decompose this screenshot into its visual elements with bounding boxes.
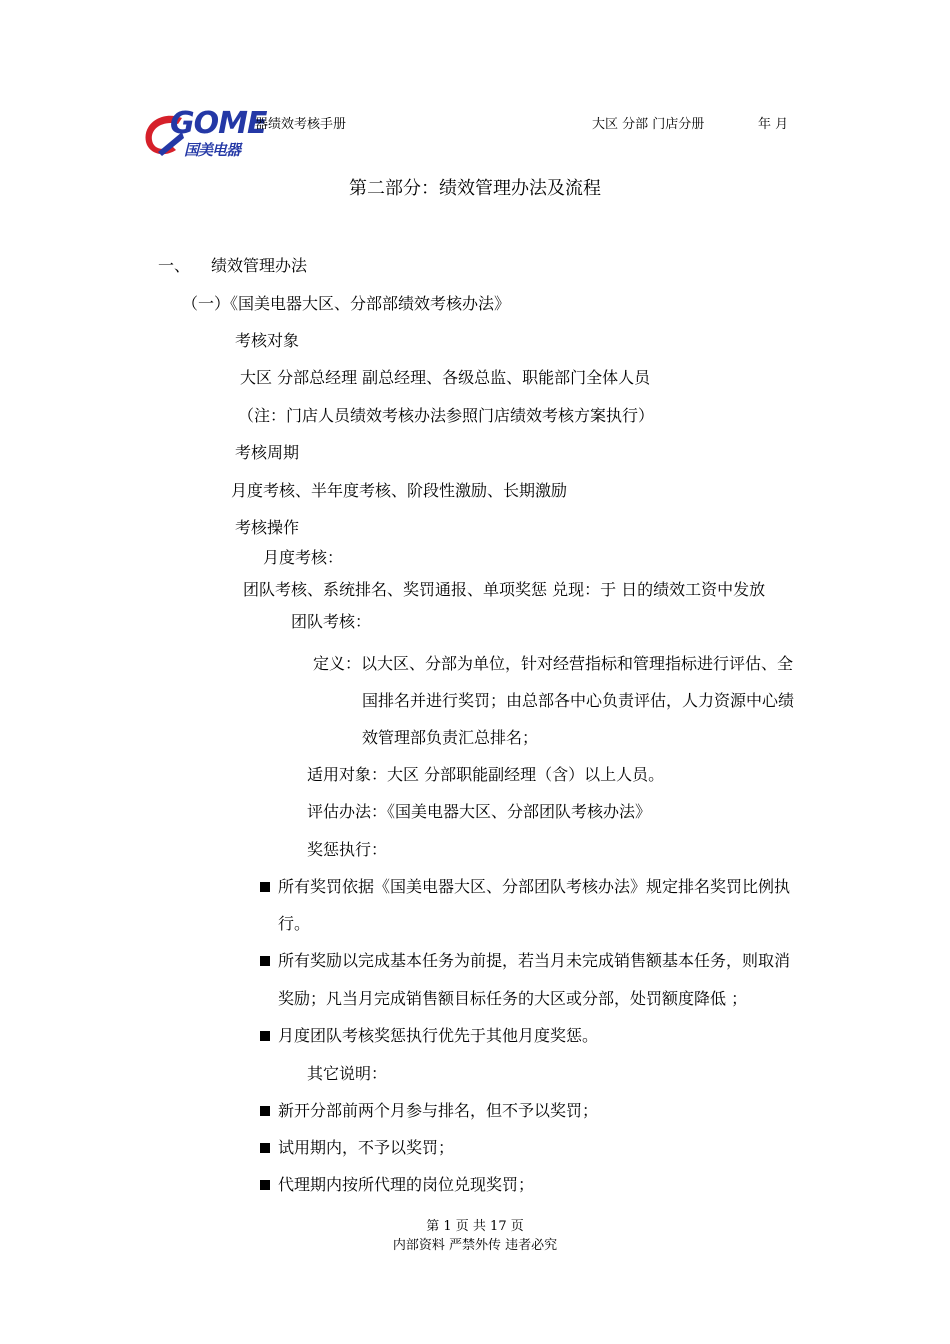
list-item-continuation: 行。: [278, 914, 311, 933]
list-item: 代理期内按所代理的岗位兑现奖罚；: [260, 1175, 534, 1195]
list-item: 所有奖励以完成基本任务为前提，若当月未完成销售额基本任务，则取消: [260, 951, 790, 971]
definition-line-2: 国排名并进行奖罚；由总部各中心负责评估，人力资源中心绩: [362, 691, 795, 710]
square-bullet-icon: [260, 1031, 270, 1041]
monthly-label: 月度考核：: [263, 548, 344, 567]
square-bullet-icon: [260, 882, 270, 892]
list-item: 所有奖罚依据《国美电器大区、分部团队考核办法》规定排名奖罚比例执: [260, 877, 790, 897]
team-label: 团队考核：: [291, 612, 372, 631]
list-item: 新开分部前两个月参与排名，但不予以奖罚；: [260, 1101, 598, 1121]
gome-logo: [142, 106, 267, 160]
square-bullet-icon: [260, 956, 270, 966]
edition-label: 大区 分部 门店分册: [592, 117, 705, 132]
cycle-text: 月度考核、半年度考核、阶段性激励、长期激励: [231, 481, 568, 500]
confidential-notice: 内部资料 严禁外传 违者必究: [392, 1238, 558, 1253]
reward-label: 奖惩执行：: [307, 840, 388, 859]
list-item: 试用期内，不予以奖罚；: [260, 1138, 454, 1158]
evaluation-text: 评估办法：《国美电器大区、分部团队考核办法》: [307, 802, 652, 821]
square-bullet-icon: [260, 1106, 270, 1116]
definition-line-3: 效管理部负责汇总排名；: [362, 728, 539, 747]
cycle-label: 考核周期: [235, 443, 300, 462]
note-text: （注：门店人员绩效考核办法参照门店绩效考核方案执行）: [238, 406, 655, 425]
definition-line-1: 定义：以大区、分部为单位，针对经营指标和管理指标进行评估、全: [313, 654, 794, 673]
square-bullet-icon: [260, 1143, 270, 1153]
assessment-target-label: 考核对象: [235, 331, 300, 350]
operation-label: 考核操作: [235, 518, 300, 537]
page-title: 第二部分：绩效管理办法及流程: [349, 178, 601, 199]
square-bullet-icon: [260, 1180, 270, 1190]
list-item: 月度团队考核奖惩执行优先于其他月度奖惩。: [260, 1026, 598, 1046]
section-heading: 绩效管理办法: [211, 256, 308, 275]
logo-chinese-name: 国美电器: [184, 141, 241, 159]
assessment-target: 大区 分部总经理 副总经理、各级总监、职能部门全体人员: [240, 368, 651, 387]
list-item-continuation: 奖励；凡当月完成销售额目标任务的大区或分部，处罚额度降低 ；: [278, 989, 748, 1008]
manual-title: 器绩效考核手册: [255, 117, 347, 132]
monthly-items: 团队考核、系统排名、奖罚通报、单项奖惩 兑现：于 日的绩效工资中发放: [243, 580, 766, 599]
subsection-heading: （一）《国美电器大区、分部部绩效考核办法》: [182, 294, 511, 313]
logo-wordmark: GOME: [170, 106, 267, 141]
header-date: 年 月: [758, 117, 789, 132]
other-label: 其它说明：: [307, 1064, 388, 1083]
applicable-text: 适用对象：大区 分部职能副经理（含）以上人员。: [307, 765, 665, 784]
section-number: 一、: [158, 256, 191, 275]
page-number: 第 1 页 共 17 页: [426, 1219, 524, 1234]
